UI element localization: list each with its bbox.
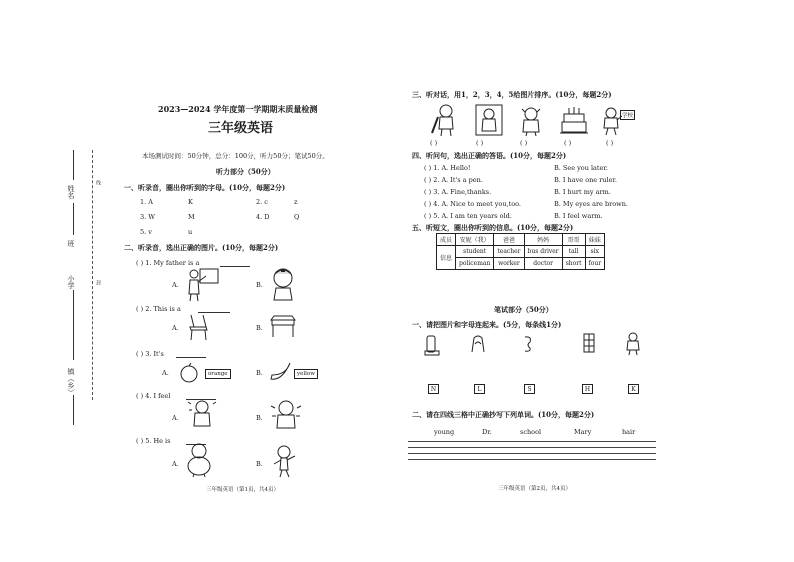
side-label-class: 班 xyxy=(67,240,75,247)
table-cell[interactable]: tall xyxy=(562,246,585,258)
s1-item-5-num: 5. v xyxy=(140,228,152,236)
table-cell: 成员 xyxy=(437,234,456,246)
s2-q1-blank[interactable] xyxy=(220,266,250,267)
side-label-school: 小学 xyxy=(67,275,75,289)
letter-box-n[interactable]: N xyxy=(428,384,439,394)
s2-q3-blank[interactable] xyxy=(176,357,206,358)
s2-q2-a: A. xyxy=(172,324,179,332)
letter-box-s[interactable]: S xyxy=(524,384,535,394)
writing-line-1[interactable] xyxy=(408,441,656,442)
written-header: 笔试部分（50分） xyxy=(494,305,553,314)
seq-pic-2[interactable] xyxy=(474,103,504,137)
s1-item-3-opt: M xyxy=(188,213,195,221)
feel-hot-picture[interactable] xyxy=(268,398,304,430)
table-cell: 妹妹 xyxy=(585,234,605,246)
exam-title: 2023—2024 学年度第一学期期末质量检测 xyxy=(158,104,318,114)
s4-item-4: ( ) 4. A. Nice to meet you,too. xyxy=(424,200,521,208)
side-seal-char: 封 xyxy=(95,280,101,285)
match-pic-5[interactable] xyxy=(624,332,642,356)
side-label-name: 姓名 xyxy=(67,185,75,199)
s4-item-2: ( ) 2. A. It's a pen. xyxy=(424,176,483,184)
copy-word-1: young xyxy=(434,428,455,436)
school-blank[interactable] xyxy=(73,290,74,360)
banana-picture[interactable] xyxy=(268,359,294,383)
writing-line-4[interactable] xyxy=(408,459,656,460)
thin-boy-picture[interactable] xyxy=(270,444,300,478)
s4-item-2-b: B. I have one ruler. xyxy=(554,176,617,184)
s1-item-1-num: 1. A xyxy=(140,198,153,206)
s2-q5-a: A. xyxy=(172,460,179,468)
s2-q1-a: A. xyxy=(172,281,179,289)
table-row xyxy=(437,234,605,246)
s2-q3-a: A. xyxy=(162,369,169,377)
seq-bracket-3[interactable]: ( ) xyxy=(520,139,528,147)
table-cell: 安妮（我） xyxy=(456,234,494,246)
table-cell[interactable]: four xyxy=(585,258,605,270)
seq-bracket-2[interactable]: ( ) xyxy=(476,139,484,147)
section7-heading: 二、请在四线三格中正确抄写下列单词。(10分，每题2分) xyxy=(412,410,595,419)
table-cell[interactable]: short xyxy=(562,258,585,270)
s2-q3-text: ( ) 3. It's xyxy=(136,350,164,358)
writing-line-3[interactable] xyxy=(408,453,656,454)
table-cell: 爸爸 xyxy=(494,234,524,246)
s4-item-3-b: B. I hurt my arm. xyxy=(554,188,611,196)
desk-picture[interactable] xyxy=(268,314,298,338)
copy-word-5: hair xyxy=(622,428,636,436)
table-cell: 妈妈 xyxy=(524,234,562,246)
s4-item-5: ( ) 5. A. I am ten years old. xyxy=(424,212,512,220)
s1-item-1-opt: K xyxy=(188,198,193,206)
writing-line-2[interactable] xyxy=(408,447,656,448)
feel-cold-picture[interactable] xyxy=(186,398,220,428)
table-cell[interactable]: policeman xyxy=(456,258,494,270)
table-cell[interactable]: six xyxy=(585,246,605,258)
table-cell[interactable]: doctor xyxy=(524,258,562,270)
match-pic-2[interactable] xyxy=(470,334,486,354)
table-cell[interactable]: student xyxy=(456,246,494,258)
s1-item-4-num: 4. D xyxy=(256,213,270,221)
copy-word-3: school xyxy=(520,428,542,436)
seq-pic-1[interactable] xyxy=(428,103,460,137)
section1-heading: 一、听录音，圈出你听到的字母。(10分，每题2分) xyxy=(124,183,286,192)
s1-item-3-num: 3. W xyxy=(140,213,155,221)
copy-word-4: Mary xyxy=(574,428,592,436)
yellow-tag: yellow xyxy=(294,369,318,379)
s4-item-1: ( ) 1. A. Hello! xyxy=(424,164,471,172)
seq-pic-3[interactable] xyxy=(516,105,546,137)
seq-bracket-1[interactable]: ( ) xyxy=(430,139,438,147)
s4-item-1-b: B. See you later. xyxy=(554,164,608,172)
table-row xyxy=(437,258,605,270)
s2-q5-b: B. xyxy=(256,460,263,468)
letter-box-k[interactable]: K xyxy=(628,384,639,394)
exam-subject: 三年级英语 xyxy=(208,121,274,136)
match-pic-1[interactable] xyxy=(424,334,440,356)
s2-q5-text: ( ) 5. He is xyxy=(136,437,171,445)
listening-header: 听力部分（50分） xyxy=(216,167,275,176)
doctor-picture[interactable] xyxy=(268,266,298,302)
s2-q3-b: B. xyxy=(256,369,263,377)
table-cell[interactable]: worker xyxy=(494,258,524,270)
s4-item-4-b: B. My eyes are brown. xyxy=(554,200,628,208)
s2-q4-a: A. xyxy=(172,414,179,422)
school-sign: 学校 xyxy=(620,110,635,120)
s1-item-2-num: 2. c xyxy=(256,198,268,206)
table-cell[interactable]: bus driver xyxy=(524,246,562,258)
table-row xyxy=(437,246,605,258)
s1-item-2-opt: z xyxy=(294,198,298,206)
binding-dash-line xyxy=(92,150,93,400)
s2-q4-text: ( ) 4. I feel xyxy=(136,392,171,400)
side-label-town: 镇（乡） xyxy=(67,368,75,396)
s2-q1-text: ( ) 1. My father is a xyxy=(136,259,200,267)
letter-box-l[interactable]: L xyxy=(474,384,485,394)
teacher-picture[interactable] xyxy=(184,266,220,302)
s2-q2-b: B. xyxy=(256,324,263,332)
letter-box-h[interactable]: H xyxy=(582,384,593,394)
orange-picture[interactable] xyxy=(178,363,200,383)
right-footer: 三年级英语（第2页，共4页） xyxy=(498,486,571,492)
match-pic-3[interactable] xyxy=(522,334,534,354)
exam-info: 本场测试时间：50分钟，总分：100分，听力50分；笔试50分。 xyxy=(142,152,329,160)
s2-q1-b: B. xyxy=(256,281,263,289)
town-blank[interactable] xyxy=(73,395,74,425)
fat-boy-picture[interactable] xyxy=(184,442,214,478)
seq-pic-5[interactable] xyxy=(600,106,622,136)
s1-item-4-opt: Q xyxy=(294,213,300,221)
section6-heading: 一、请把图片和字母连起来。(5分，每条线1分) xyxy=(412,320,562,329)
seq-pic-4-cake[interactable] xyxy=(560,106,588,136)
left-footer: 三年级英语（第1页，共4页） xyxy=(206,487,279,493)
info-table xyxy=(436,233,605,270)
s1-item-5-opt: u xyxy=(188,228,193,236)
s2-q2-text: ( ) 2. This is a xyxy=(136,305,181,313)
seq-bracket-5[interactable]: ( ) xyxy=(606,139,614,147)
class-blank[interactable] xyxy=(73,203,74,235)
s4-item-3: ( ) 3. A. Fine,thanks. xyxy=(424,188,492,196)
orange-tag: orange xyxy=(205,369,231,379)
section4-heading: 四、听问句，选出正确的答语。(10分，每题2分) xyxy=(412,151,567,160)
match-pic-4[interactable] xyxy=(582,332,596,354)
s4-item-5-b: B. I feel warm. xyxy=(554,212,603,220)
table-row-label: 信息 xyxy=(437,246,456,270)
section5-heading: 五、听短文，圈出你听到的信息。(10分，每题2分) xyxy=(412,223,574,232)
section2-heading: 二、听录音，选出正确的图片。(10分，每题2分) xyxy=(124,243,279,252)
chair-picture[interactable] xyxy=(186,313,210,341)
side-line-char: 线 xyxy=(95,180,101,185)
table-cell: 哥哥 xyxy=(562,234,585,246)
copy-word-2: Dr. xyxy=(482,428,492,436)
name-blank[interactable] xyxy=(73,150,74,180)
s2-q4-b: B. xyxy=(256,414,263,422)
section3-heading: 三、听对话，用1，2，3，4，5给图片排序。(10分，每题2分) xyxy=(412,90,612,99)
seq-bracket-4[interactable]: ( ) xyxy=(564,139,572,147)
table-cell[interactable]: teacher xyxy=(494,246,524,258)
